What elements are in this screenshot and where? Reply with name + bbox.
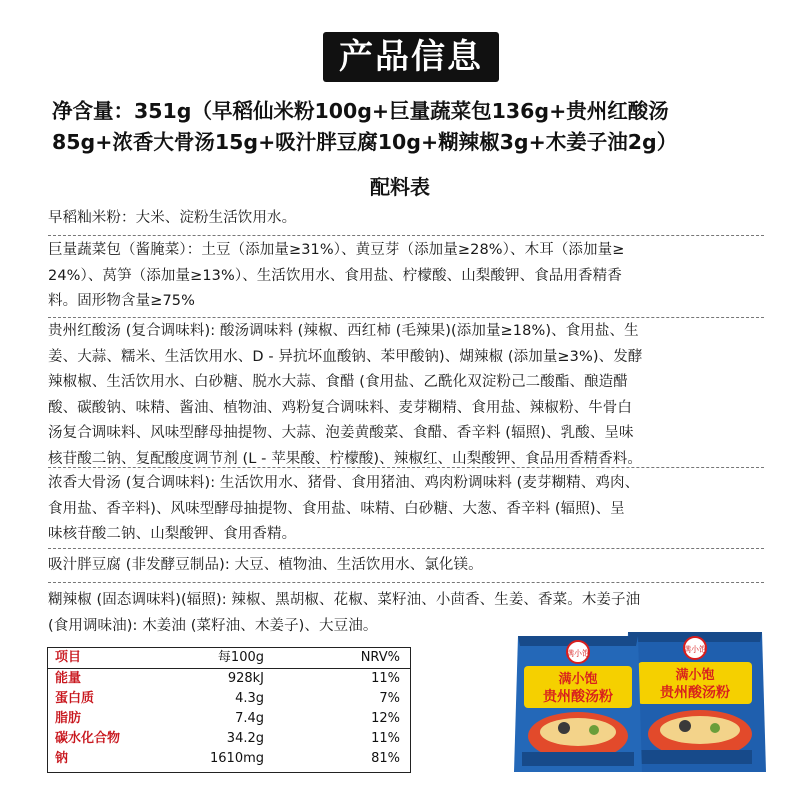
nutrient-amount: 928kJ: [227, 671, 264, 686]
nutrition-header-row: [48, 648, 410, 668]
text-line: 糊辣椒 (固态调味料)(辐照): 辣椒、黑胡椒、花椒、菜籽油、小茴香、生姜、香菜。木姜子油: [48, 592, 641, 608]
nutrition-table: [47, 647, 411, 773]
nutrient-amount: 4.3g: [235, 691, 264, 706]
product-bag-back: [624, 632, 766, 772]
text-line: 辣椒椒、生活饮用水、白砂糖、脱水大蒜、食醋 (食用盐、乙酰化双淀粉己二酸酯、酿造醋: [48, 374, 628, 390]
header-nrv: NRV%: [360, 650, 400, 665]
text-line: 早稻籼米粉：大米、淀粉生活饮用水。: [48, 210, 297, 226]
text-line: 酸、碳酸钠、味精、酱油、植物油、鸡粉复合调味料、麦芽糊精、食用盐、辣椒粉、牛骨白: [48, 399, 632, 416]
section-sour-soup: [48, 319, 764, 472]
nutrient-name: 碳水化合物: [55, 731, 121, 746]
text-line: 吸汁胖豆腐 (非发酵豆制品): 大豆、植物油、生活饮用水、氯化镁。: [48, 557, 483, 573]
text-line: 姜、大蒜、糯米、生活饮用水、D - 异抗坏血酸钠、苯甲酸钠)、煳辣椒 (添加量≥3%)、发酵: [48, 348, 643, 365]
nutrient-amount: 34.2g: [226, 731, 264, 746]
product-packages-illustration: [510, 626, 772, 774]
brand-badge-text: 满小饱: [566, 649, 590, 658]
nutrient-amount: 1610mg: [210, 751, 264, 766]
nutrient-name: 能量: [55, 671, 82, 686]
ingredients-title: 配料表: [370, 175, 430, 199]
text-line: 核苷酸二钠、复配酸度调节剂 (L - 苹果酸、柠檬酸)、辣椒红、山梨酸钾、食品用香精香料。: [48, 450, 642, 467]
nutrient-name: 钠: [55, 751, 69, 766]
section-rice-noodle: [48, 206, 764, 232]
nutrient-amount: 7.4g: [235, 711, 264, 726]
page-title: 产品信息: [339, 37, 483, 77]
text-line: 浓香大骨汤 (复合调味料): 生活饮用水、猪骨、食用猪油、鸡肉粉调味料 (麦芽糊精、鸡肉、: [48, 475, 640, 491]
header-item: 项目: [55, 650, 82, 665]
nutrient-nrv: 81%: [371, 751, 400, 766]
text-line: 24%）、莴笋（添加量≥13%）、生活饮用水、食用盐、柠檬酸、山梨酸钾、食品用香精香: [48, 267, 622, 284]
nutrient-name: 蛋白质: [55, 691, 95, 706]
product-image: [510, 626, 772, 774]
brand-badge-text: 满小饱: [683, 645, 707, 654]
text-line: 贵州红酸汤 (复合调味料): 酸汤调味料 (辣椒、西红柿 (毛辣果)(添加量≥18%)、食用盐、生: [48, 323, 639, 339]
text-line: 味核苷酸二钠、山梨酸钾、食用香精。: [48, 526, 297, 542]
nutrient-nrv: 11%: [371, 671, 400, 686]
divider: [48, 548, 764, 549]
net-content-line-1: 净含量：351g（早稻仙米粉100g+巨量蔬菜包136g+贵州红酸汤: [52, 99, 669, 123]
text-line: (食用调味油): 木姜油 (菜籽油、木姜子)、大豆油。: [48, 617, 378, 634]
net-content-line-2: 85g+浓香大骨汤15g+吸汁胖豆腐10g+糊辣椒3g+木姜子油2g）: [52, 130, 678, 154]
product-name-line-2: 贵州酸汤粉: [543, 689, 613, 705]
section-bone-soup: [48, 471, 764, 548]
table-row: [48, 709, 410, 729]
section-veg-pack: [48, 238, 764, 315]
divider: [48, 467, 764, 468]
product-name-line-1: 满小饱: [558, 672, 598, 687]
table-row: [48, 669, 410, 689]
nutrient-nrv: 11%: [371, 731, 400, 746]
nutrient-nrv: 12%: [371, 711, 400, 726]
nutrient-name: 脂肪: [55, 711, 82, 726]
table-row: [48, 749, 410, 769]
product-bag-front: [514, 636, 642, 772]
text-line: 巨量蔬菜包（酱腌菜）：土豆（添加量≥31%）、黄豆芽（添加量≥28%）、木耳（添加量≥: [48, 242, 625, 258]
divider: [48, 235, 764, 236]
divider: [48, 582, 764, 583]
table-row: [48, 729, 410, 749]
divider: [48, 317, 764, 318]
header-per-100g: 每100g: [217, 650, 264, 665]
text-line: 食用盐、香辛料)、风味型酵母抽提物、食用盐、味精、白砂糖、大葱、香辛料 (辐照)、呈: [48, 500, 625, 517]
title-banner: [323, 32, 499, 82]
section-tofu: [48, 553, 764, 579]
text-line: 料。固形物含量≥75%: [48, 293, 195, 309]
product-name-line-1: 满小饱: [675, 668, 715, 683]
net-content: [52, 96, 772, 158]
product-name-line-2: 贵州酸汤粉: [660, 685, 730, 701]
nutrient-nrv: 7%: [379, 691, 400, 706]
table-row: [48, 689, 410, 709]
text-line: 汤复合调味料、风味型酵母抽提物、大蒜、泡姜黄酸菜、食醋、香辛料 (辐照)、乳酸、呈味: [48, 425, 634, 441]
